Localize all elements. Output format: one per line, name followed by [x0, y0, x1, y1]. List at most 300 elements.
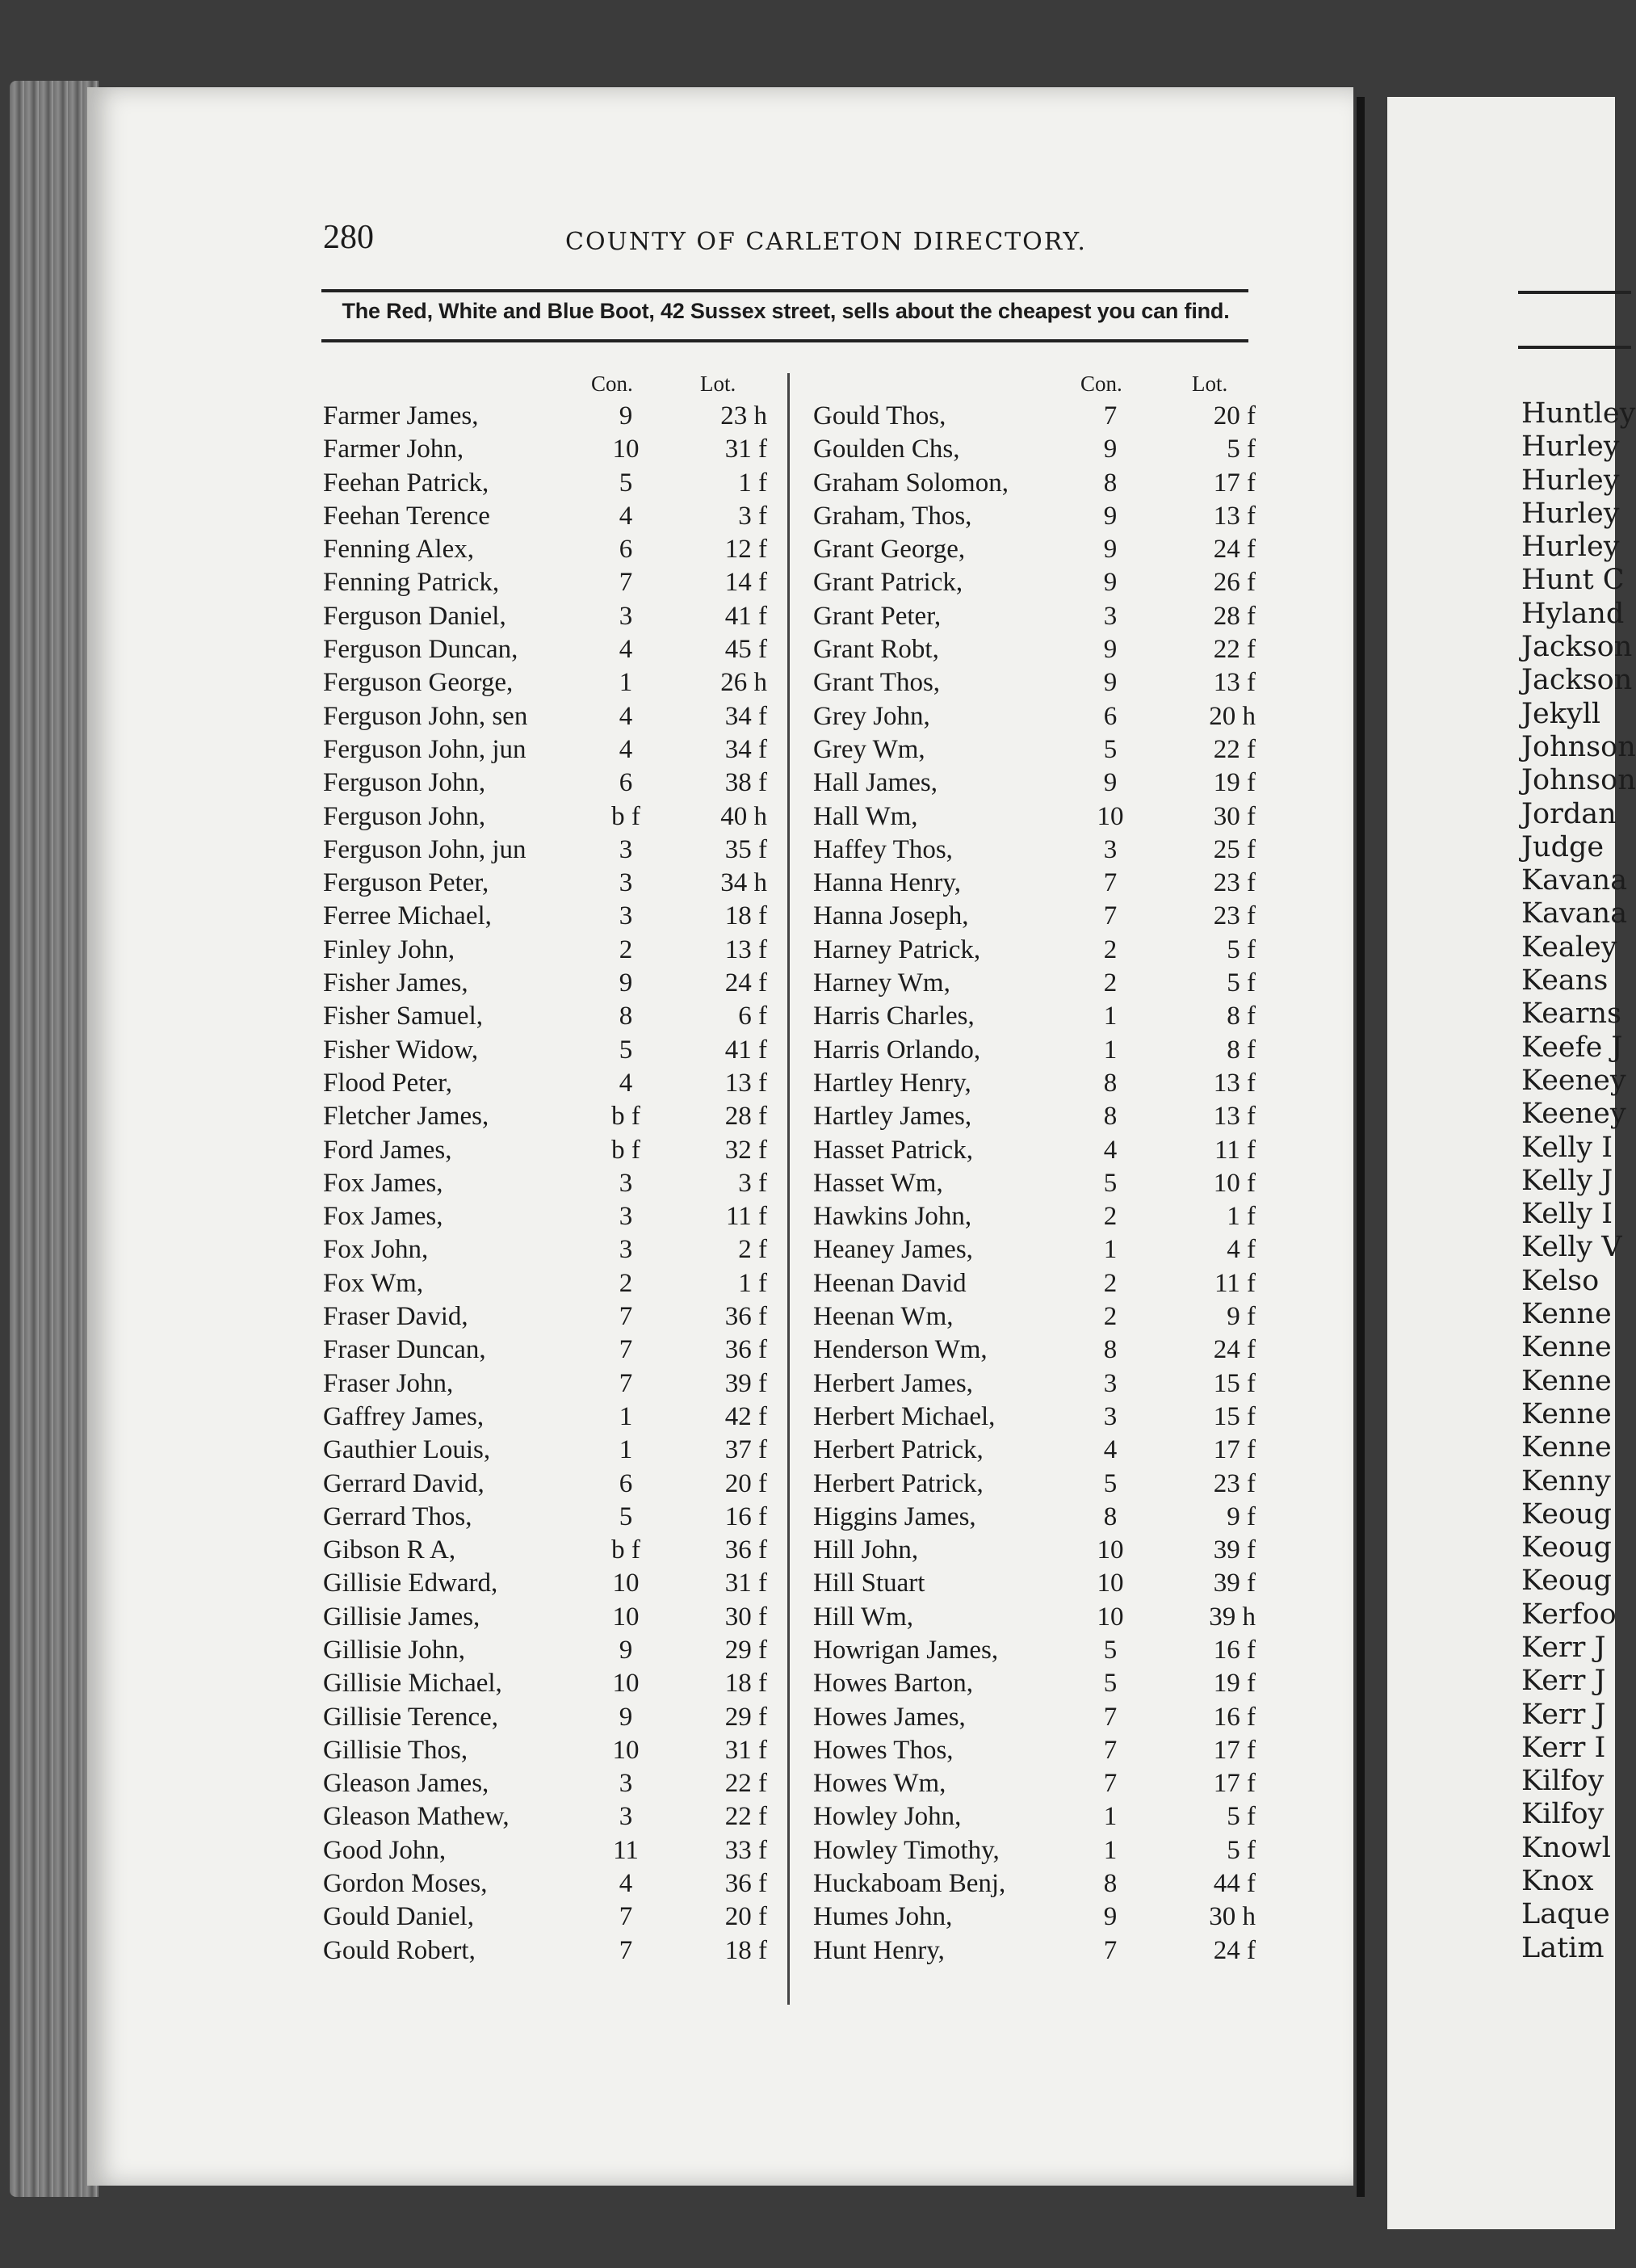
- entry-concession: 7: [619, 1335, 633, 1365]
- advert-line: The Red, White and Blue Boot, 42 Sussex street, sells about the cheapest you can find.: [342, 299, 1230, 323]
- entry-concession: 4: [1103, 1435, 1118, 1465]
- entry-lot: 16 f: [1213, 1702, 1256, 1732]
- entry-lot: 39 h: [1209, 1602, 1256, 1632]
- entry-lot: 20 f: [724, 1902, 767, 1932]
- entry-lot: 36 f: [724, 1302, 767, 1332]
- left-lot-header: Lot.: [700, 372, 736, 396]
- entry-name: Grey Wm,: [813, 734, 925, 764]
- entry-concession: 7: [619, 1368, 633, 1398]
- entry-name: Farmer James,: [323, 401, 479, 430]
- entry-name: Farmer John,: [323, 435, 464, 464]
- facing-page-fragment: Kenne: [1521, 1431, 1612, 1464]
- facing-page-fragment: Kerr J: [1521, 1698, 1606, 1731]
- entry-lot: 16 f: [1213, 1635, 1256, 1665]
- entry-lot: 45 f: [724, 635, 767, 665]
- entry-name: Herbert Patrick,: [813, 1468, 984, 1498]
- entry-name: Flood Peter,: [323, 1068, 453, 1098]
- running-head: COUNTY OF CARLETON DIRECTORY.: [565, 228, 1087, 256]
- entry-concession: 2: [1103, 1302, 1118, 1332]
- facing-page-fragment: Latim: [1521, 1931, 1605, 1964]
- entry-name: Harney Patrick,: [813, 934, 981, 964]
- entry-lot: 30 f: [724, 1602, 767, 1632]
- entry-lot: 25 f: [1213, 834, 1256, 864]
- facing-page-fragment: Hyland: [1521, 597, 1625, 630]
- entry-name: Herbert Michael,: [813, 1401, 996, 1431]
- book-gutter: [1357, 97, 1365, 2197]
- entry-concession: 5: [1103, 1468, 1118, 1498]
- entry-lot: 18 f: [724, 1669, 767, 1699]
- entry-concession: 7: [1103, 901, 1118, 931]
- entry-concession: 9: [1103, 568, 1118, 598]
- entry-lot: 36 f: [724, 1335, 767, 1365]
- entry-concession: 3: [619, 1202, 633, 1232]
- facing-page-rule-bottom: [1518, 346, 1631, 349]
- entry-lot: 39 f: [1213, 1535, 1256, 1565]
- entry-concession: 5: [619, 1035, 633, 1065]
- entry-concession: 10: [1097, 1602, 1124, 1632]
- entry-concession: 1: [619, 1435, 633, 1465]
- entry-lot: 33 f: [724, 1835, 767, 1865]
- entry-name: Gleason James,: [323, 1769, 489, 1799]
- entry-lot: 40 h: [720, 801, 767, 831]
- facing-page-fragment: Knox: [1521, 1865, 1594, 1898]
- entry-concession: 5: [1103, 1669, 1118, 1699]
- entry-lot: 9 f: [1227, 1302, 1256, 1332]
- facing-page-fragment: Kearns: [1521, 998, 1622, 1031]
- entry-lot: 22 f: [1213, 635, 1256, 665]
- entry-concession: 1: [619, 668, 633, 698]
- entry-concession: 6: [619, 535, 633, 565]
- entry-lot: 16 f: [724, 1502, 767, 1531]
- facing-page-fragment: Jekyll: [1521, 697, 1601, 730]
- entry-name: Fox Wm,: [323, 1268, 424, 1298]
- entry-lot: 1 f: [738, 1268, 767, 1298]
- facing-page-fragment: Huntley: [1521, 397, 1636, 430]
- entry-name: Gillisie James,: [323, 1602, 480, 1632]
- entry-concession: 2: [619, 1268, 633, 1298]
- entry-lot: 26 h: [720, 668, 767, 698]
- entry-concession: 7: [1103, 1935, 1118, 1965]
- entry-name: Ferree Michael,: [323, 901, 492, 931]
- entry-name: Fisher Samuel,: [323, 1002, 483, 1031]
- entry-name: Heenan Wm,: [813, 1302, 954, 1332]
- facing-page-fragment: Keeney: [1521, 1064, 1626, 1097]
- facing-page-fragment: Hurley: [1521, 531, 1620, 564]
- entry-name: Fraser John,: [323, 1368, 454, 1398]
- entry-concession: 3: [1103, 1401, 1118, 1431]
- entry-concession: 1: [1103, 1835, 1118, 1865]
- entry-lot: 31 f: [724, 1735, 767, 1765]
- facing-page-list: [1521, 397, 1636, 1965]
- entry-lot: 23 h: [720, 401, 767, 430]
- facing-page-fragment: Keoug: [1521, 1497, 1612, 1531]
- entry-name: Ferguson Peter,: [323, 868, 489, 898]
- entry-lot: 5 f: [1227, 1802, 1256, 1832]
- entry-name: Gillisie Thos,: [323, 1735, 468, 1765]
- entry-concession: 10: [612, 1735, 640, 1765]
- entry-name: Herbert Patrick,: [813, 1435, 984, 1465]
- entry-lot: 39 f: [1213, 1569, 1256, 1598]
- entry-name: Ferguson George,: [323, 668, 514, 698]
- facing-page-fragment: Laque: [1521, 1898, 1610, 1931]
- entry-concession: 1: [619, 1401, 633, 1431]
- entry-name: Grant Patrick,: [813, 568, 963, 598]
- entry-concession: 10: [612, 1569, 640, 1598]
- facing-page: [1387, 97, 1636, 2229]
- entry-lot: 13 f: [1213, 1068, 1256, 1098]
- entry-lot: 1 f: [1227, 1202, 1256, 1232]
- entry-lot: 13 f: [724, 1068, 767, 1098]
- entry-name: Harris Charles,: [813, 1002, 975, 1031]
- entry-name: Howley Timothy,: [813, 1835, 1000, 1865]
- entry-name: Herbert James,: [813, 1368, 973, 1398]
- entry-name: Ferguson John,: [323, 768, 486, 798]
- entry-name: Harris Orlando,: [813, 1035, 981, 1065]
- entry-concession: 1: [1103, 1035, 1118, 1065]
- entry-name: Hill Stuart: [813, 1569, 925, 1598]
- entry-concession: 9: [1103, 668, 1118, 698]
- entry-concession: 9: [1103, 535, 1118, 565]
- entry-lot: 20 f: [1213, 401, 1256, 430]
- entry-name: Feehan Terence: [323, 501, 490, 531]
- entry-concession: b f: [611, 1535, 640, 1565]
- entry-concession: 5: [619, 468, 633, 498]
- entry-concession: 1: [1103, 1235, 1118, 1265]
- entry-concession: 9: [1103, 435, 1118, 464]
- facing-page-fragment: Kenny: [1521, 1464, 1611, 1497]
- entry-concession: 8: [1103, 1869, 1118, 1899]
- entry-lot: 36 f: [724, 1535, 767, 1565]
- entry-concession: 10: [1097, 801, 1124, 831]
- entry-concession: 11: [613, 1835, 639, 1865]
- entry-concession: 4: [619, 1869, 633, 1899]
- entry-lot: 30 f: [1213, 801, 1256, 831]
- entry-concession: 10: [1097, 1569, 1124, 1598]
- header-rule-top: [321, 289, 1248, 292]
- entry-lot: 20 h: [1209, 701, 1256, 731]
- entry-lot: 19 f: [1213, 1669, 1256, 1699]
- entry-lot: 12 f: [724, 535, 767, 565]
- entry-lot: 37 f: [724, 1435, 767, 1465]
- entry-name: Howrigan James,: [813, 1635, 999, 1665]
- entry-name: Gillisie Terence,: [323, 1702, 498, 1732]
- entry-concession: b f: [611, 801, 640, 831]
- entry-name: Goulden Chs,: [813, 435, 960, 464]
- entry-concession: 9: [619, 1635, 633, 1665]
- entry-lot: 14 f: [724, 568, 767, 598]
- entry-concession: 7: [1103, 401, 1118, 430]
- facing-page-fragment: Kavana: [1521, 897, 1628, 930]
- entry-concession: 2: [1103, 1268, 1118, 1298]
- entry-lot: 41 f: [724, 601, 767, 631]
- entry-name: Ford James,: [323, 1135, 452, 1165]
- entry-lot: 5 f: [1227, 968, 1256, 998]
- entry-lot: 24 f: [1213, 1935, 1256, 1965]
- entry-concession: 7: [1103, 1702, 1118, 1732]
- entry-lot: 38 f: [724, 768, 767, 798]
- entry-lot: 34 f: [724, 734, 767, 764]
- entry-lot: 18 f: [724, 901, 767, 931]
- entry-concession: 9: [619, 968, 633, 998]
- entry-concession: 4: [619, 501, 633, 531]
- entry-concession: 8: [1103, 1502, 1118, 1531]
- entry-concession: 5: [1103, 734, 1118, 764]
- entry-name: Gould Daniel,: [323, 1902, 474, 1932]
- entry-concession: 5: [619, 1502, 633, 1531]
- right-lot-header: Lot.: [1192, 372, 1228, 396]
- entry-name: Gaffrey James,: [323, 1401, 485, 1431]
- facing-page-fragment: Keefe J: [1521, 1031, 1623, 1064]
- entry-lot: 30 h: [1209, 1902, 1256, 1932]
- entry-lot: 29 f: [724, 1702, 767, 1732]
- entry-lot: 44 f: [1213, 1869, 1256, 1899]
- entry-concession: 3: [619, 868, 633, 898]
- entry-concession: 6: [1103, 701, 1118, 731]
- entry-lot: 5 f: [1227, 435, 1256, 464]
- entry-name: Fox John,: [323, 1235, 429, 1265]
- entry-lot: 34 h: [720, 868, 767, 898]
- entry-name: Humes John,: [813, 1902, 953, 1932]
- facing-page-fragment: Kerfoo: [1521, 1598, 1617, 1631]
- entry-name: Fraser David,: [323, 1302, 468, 1332]
- entry-concession: 2: [1103, 1202, 1118, 1232]
- entry-concession: 5: [1103, 1168, 1118, 1198]
- entry-name: Hasset Wm,: [813, 1168, 943, 1198]
- entry-name: Higgins James,: [813, 1502, 976, 1531]
- facing-page-fragment: Hunt C: [1521, 564, 1625, 597]
- entry-concession: 3: [619, 1802, 633, 1832]
- facing-page-fragment: Hurley: [1521, 497, 1620, 530]
- entry-lot: 17 f: [1213, 1735, 1256, 1765]
- entry-name: Gleason Mathew,: [323, 1802, 510, 1832]
- facing-page-rule-top: [1518, 291, 1631, 294]
- entry-lot: 22 f: [1213, 734, 1256, 764]
- entry-concession: 6: [619, 768, 633, 798]
- entry-name: Fenning Alex,: [323, 535, 474, 565]
- entry-name: Grant George,: [813, 535, 966, 565]
- entry-name: Heenan David: [813, 1268, 967, 1298]
- facing-page-fragment: Kilfoy: [1521, 1765, 1605, 1798]
- entry-name: Hill John,: [813, 1535, 919, 1565]
- entry-name: Heaney James,: [813, 1235, 973, 1265]
- column-divider: [787, 373, 790, 2005]
- entry-concession: 4: [619, 1068, 633, 1098]
- entry-lot: 18 f: [724, 1935, 767, 1965]
- entry-concession: 8: [1103, 468, 1118, 498]
- entry-concession: 2: [619, 934, 633, 964]
- entry-lot: 22 f: [724, 1769, 767, 1799]
- page-number: 280: [323, 219, 374, 256]
- entry-concession: 3: [1103, 834, 1118, 864]
- entry-name: Fisher James,: [323, 968, 468, 998]
- entry-concession: 4: [1103, 1135, 1118, 1165]
- entry-lot: 3 f: [738, 1168, 767, 1198]
- entry-concession: 7: [619, 1935, 633, 1965]
- entry-concession: 9: [619, 1702, 633, 1732]
- entry-lot: 22 f: [724, 1802, 767, 1832]
- entry-lot: 31 f: [724, 435, 767, 464]
- entry-lot: 35 f: [724, 834, 767, 864]
- entry-lot: 13 f: [1213, 668, 1256, 698]
- entry-name: Grant Thos,: [813, 668, 941, 698]
- facing-page-fragment: Kavana: [1521, 864, 1628, 897]
- entry-lot: 13 f: [1213, 501, 1256, 531]
- entry-lot: 28 f: [724, 1102, 767, 1132]
- entry-lot: 20 f: [724, 1468, 767, 1498]
- entry-lot: 11 f: [1214, 1135, 1256, 1165]
- entry-lot: 15 f: [1213, 1368, 1256, 1398]
- facing-page-fragment: Kelly I: [1521, 1198, 1613, 1231]
- entry-name: Hanna Joseph,: [813, 901, 969, 931]
- entry-lot: 23 f: [1213, 1468, 1256, 1498]
- left-con-header: Con.: [591, 372, 633, 396]
- entry-name: Gillisie Michael,: [323, 1669, 502, 1699]
- facing-page-fragment: Knowl: [1521, 1831, 1611, 1864]
- entry-concession: 2: [1103, 968, 1118, 998]
- entry-concession: 3: [619, 901, 633, 931]
- entry-concession: 9: [1103, 768, 1118, 798]
- facing-page-fragment: Keans: [1521, 964, 1609, 998]
- entry-lot: 32 f: [724, 1135, 767, 1165]
- entry-name: Haffey Thos,: [813, 834, 953, 864]
- entry-concession: 3: [619, 1235, 633, 1265]
- facing-page-fragment: Johnson: [1521, 764, 1636, 797]
- entry-concession: 9: [1103, 635, 1118, 665]
- entry-name: Ferguson John, sen: [323, 701, 528, 731]
- entry-lot: 1 f: [738, 468, 767, 498]
- entry-lot: 23 f: [1213, 901, 1256, 931]
- facing-page-fragment: Kerr J: [1521, 1631, 1606, 1664]
- entry-name: Gordon Moses,: [323, 1869, 488, 1899]
- entry-concession: 10: [612, 1669, 640, 1699]
- entry-lot: 31 f: [724, 1569, 767, 1598]
- entry-concession: 1: [1103, 1002, 1118, 1031]
- entry-name: Howley John,: [813, 1802, 962, 1832]
- entry-concession: 7: [1103, 1735, 1118, 1765]
- entry-name: Henderson Wm,: [813, 1335, 988, 1365]
- entry-name: Hunt Henry,: [813, 1935, 945, 1965]
- entry-lot: 8 f: [1227, 1035, 1256, 1065]
- facing-page-fragment: Kelly V: [1521, 1231, 1622, 1264]
- entry-concession: 4: [619, 701, 633, 731]
- entry-concession: 8: [619, 1002, 633, 1031]
- entry-concession: 6: [619, 1468, 633, 1498]
- header-rule-bottom: [321, 339, 1248, 342]
- entry-lot: 19 f: [1213, 768, 1256, 798]
- entry-name: Graham, Thos,: [813, 501, 972, 531]
- entry-name: Gerrard Thos,: [323, 1502, 472, 1531]
- entry-lot: 41 f: [724, 1035, 767, 1065]
- entry-name: Gauthier Louis,: [323, 1435, 491, 1465]
- entry-name: Hanna Henry,: [813, 868, 961, 898]
- entry-lot: 4 f: [1227, 1235, 1256, 1265]
- facing-page-fragment: Keoug: [1521, 1531, 1612, 1564]
- entry-lot: 29 f: [724, 1635, 767, 1665]
- entry-lot: 23 f: [1213, 868, 1256, 898]
- entry-name: Good John,: [323, 1835, 447, 1865]
- facing-page-fragment: Kelly I: [1521, 1131, 1613, 1164]
- entry-name: Ferguson Duncan,: [323, 635, 518, 665]
- entry-name: Howes James,: [813, 1702, 966, 1732]
- entry-name: Ferguson John, jun: [323, 834, 526, 864]
- entry-concession: 3: [1103, 601, 1118, 631]
- entry-lot: 6 f: [738, 1002, 767, 1031]
- entry-name: Howes Wm,: [813, 1769, 946, 1799]
- entry-name: Gerrard David,: [323, 1468, 485, 1498]
- entry-concession: 4: [619, 734, 633, 764]
- facing-page-fragment: Kelso: [1521, 1264, 1600, 1297]
- entry-lot: 24 f: [1213, 535, 1256, 565]
- entry-name: Gould Thos,: [813, 401, 946, 430]
- entry-concession: b f: [611, 1102, 640, 1132]
- facing-page-fragment: Jordan: [1521, 797, 1617, 830]
- entry-concession: 8: [1103, 1068, 1118, 1098]
- entry-lot: 36 f: [724, 1869, 767, 1899]
- entry-name: Howes Thos,: [813, 1735, 954, 1765]
- entry-lot: 39 f: [724, 1368, 767, 1398]
- entry-name: Gillisie Edward,: [323, 1569, 498, 1598]
- entry-name: Fraser Duncan,: [323, 1335, 486, 1365]
- facing-page-fragment: Kerr J: [1521, 1665, 1606, 1698]
- entry-concession: 9: [1103, 501, 1118, 531]
- entry-name: Huckaboam Benj,: [813, 1869, 1006, 1899]
- facing-page-fragment: Jackson: [1521, 631, 1633, 664]
- entry-concession: 7: [1103, 1769, 1118, 1799]
- entry-lot: 5 f: [1227, 934, 1256, 964]
- facing-page-fragment: Hurley: [1521, 464, 1620, 497]
- entry-name: Gibson R A,: [323, 1535, 456, 1565]
- entry-name: Finley John,: [323, 934, 455, 964]
- facing-page-fragment: Hurley: [1521, 430, 1620, 464]
- entry-concession: 9: [619, 401, 633, 430]
- entry-name: Ferguson John,: [323, 801, 486, 831]
- entry-concession: 3: [1103, 1368, 1118, 1398]
- facing-page-fragment: Keeney: [1521, 1098, 1626, 1131]
- entry-name: Hall James,: [813, 768, 938, 798]
- entry-concession: b f: [611, 1135, 640, 1165]
- entry-name: Ferguson John, jun: [323, 734, 526, 764]
- facing-page-fragment: Kenne: [1521, 1364, 1612, 1397]
- entry-concession: 2: [1103, 934, 1118, 964]
- facing-page-fragment: Keoug: [1521, 1564, 1612, 1598]
- facing-page-fragment: Judge: [1521, 830, 1605, 863]
- entry-concession: 8: [1103, 1335, 1118, 1365]
- entry-concession: 7: [619, 1902, 633, 1932]
- entry-name: Hartley James,: [813, 1102, 972, 1132]
- entry-name: Grant Peter,: [813, 601, 942, 631]
- entry-lot: 10 f: [1213, 1168, 1256, 1198]
- entry-name: Gillisie John,: [323, 1635, 466, 1665]
- entry-concession: 3: [619, 1769, 633, 1799]
- entry-lot: 11 f: [1214, 1268, 1256, 1298]
- entry-lot: 17 f: [1213, 468, 1256, 498]
- entry-lot: 5 f: [1227, 1835, 1256, 1865]
- facing-page-fragment: Kerr I: [1521, 1731, 1606, 1764]
- entry-concession: 10: [612, 1602, 640, 1632]
- entry-name: Fox James,: [323, 1202, 443, 1232]
- entry-name: Hill Wm,: [813, 1602, 914, 1632]
- facing-page-fragment: Kenne: [1521, 1298, 1612, 1331]
- entry-name: Fletcher James,: [323, 1102, 489, 1132]
- book-page-edges: [10, 81, 99, 2197]
- entry-name: Fox James,: [323, 1168, 443, 1198]
- facing-page-fragment: Kilfoy: [1521, 1798, 1605, 1831]
- entry-lot: 13 f: [724, 934, 767, 964]
- entry-concession: 7: [1103, 868, 1118, 898]
- entry-lot: 28 f: [1213, 601, 1256, 631]
- entry-name: Harney Wm,: [813, 968, 950, 998]
- entry-lot: 26 f: [1213, 568, 1256, 598]
